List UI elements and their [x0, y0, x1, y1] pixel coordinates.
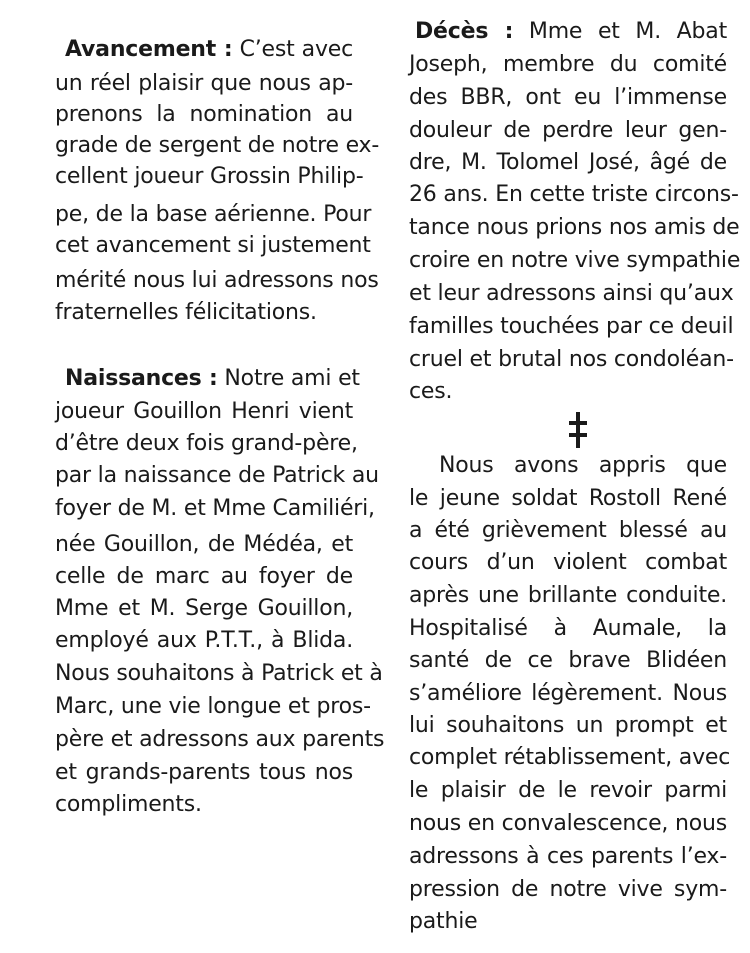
naissances-line: Marc, une vie longue et pros-	[55, 694, 371, 719]
deces-line: croire en notre vive sympathie	[409, 248, 741, 273]
soldat-line: le jeune soldat Rostoll René	[409, 486, 727, 511]
avancement-text: C’est avec	[239, 37, 353, 62]
avancement-line: un réel plaisir que nous ap-	[55, 71, 353, 96]
naissances-line: employé aux P.T.T., à Blida.	[55, 628, 353, 653]
avancement-first-line	[55, 35, 353, 65]
soldat-line: santé de ce brave Blidéen	[409, 648, 727, 673]
soldat-line: pression de notre vive sym-	[409, 877, 727, 902]
soldat-line: cours d’un violent combat	[409, 550, 727, 575]
avancement-line: grade de sergent de notre ex-	[55, 133, 380, 158]
naissances-line: Mme et M. Serge Gouillon,	[55, 596, 353, 621]
deces-line: 26 ans. En cette triste circons-	[409, 182, 739, 207]
double-cross-separator	[567, 412, 589, 448]
deces-heading: Décès :	[415, 19, 514, 44]
soldat-line: après une brillante conduite.	[409, 583, 727, 608]
soldat-line: lui souhaitons un prompt et	[409, 713, 727, 738]
naissances-line: compliments.	[55, 792, 202, 817]
deces-line: dre, M. Tolomel José, âgé de	[409, 150, 727, 175]
soldat-line: Hospitalisé à Aumale, la	[409, 616, 727, 641]
soldat-line: nous en convalescence, nous	[409, 811, 727, 836]
avancement-line: cet avancement si justement	[55, 233, 371, 258]
naissances-line: par la naissance de Patrick au	[55, 463, 379, 488]
naissances-line: père et adressons aux parents	[55, 727, 385, 752]
naissances-heading: Naissances :	[65, 366, 218, 391]
deces-text: Mme et M. Abat	[528, 19, 728, 44]
avancement-line: fraternelles félicitations.	[55, 300, 317, 325]
naissances-line: Nous souhaitons à Patrick et à	[55, 661, 383, 686]
naissances-first-line	[55, 364, 360, 394]
deces-line: tance nous prions nos amis de	[409, 215, 740, 240]
soldat-line: pathie	[409, 909, 478, 934]
soldat-line: adressons à ces parents l’ex-	[409, 844, 727, 869]
naissances-line: celle de marc au foyer de	[55, 564, 353, 589]
deces-line: cruel et brutal nos condoléan-	[409, 347, 734, 372]
deces-line: douleur de perdre leur gen-	[409, 118, 727, 143]
soldat-line: complet rétablissement, avec	[409, 745, 731, 770]
avancement-line: prenons la nomination au	[55, 102, 353, 127]
deces-line: familles touchées par ce deuil	[409, 314, 734, 339]
soldat-line: a été grièvement blessé au	[409, 518, 727, 543]
avancement-line: mérité nous lui adressons nos	[55, 268, 379, 293]
deces-line: des BBR, ont eu l’immense	[409, 85, 727, 110]
double-cross-icon	[567, 412, 589, 448]
deces-line: et leur adressons ainsi qu’aux	[409, 281, 734, 306]
soldat-line: Nous avons appris que	[439, 453, 727, 478]
naissances-text: Notre ami et	[224, 366, 360, 391]
naissances-line: et grands-parents tous nos	[55, 760, 353, 785]
deces-first-line	[409, 17, 727, 47]
soldat-line: s’améliore légèrement. Nous	[409, 681, 727, 706]
naissances-line: joueur Gouillon Henri vient	[55, 399, 353, 424]
deces-line: Joseph, membre du comité	[409, 52, 727, 77]
naissances-line: d’être deux fois grand-père,	[55, 431, 358, 456]
avancement-heading: Avancement :	[65, 37, 233, 62]
avancement-line: cellent joueur Grossin Philip-	[55, 164, 364, 189]
deces-line: ces.	[409, 379, 453, 404]
avancement-line: pe, de la base aérienne. Pour	[55, 202, 372, 227]
naissances-line: foyer de M. et Mme Camiliéri,	[55, 496, 375, 521]
naissances-line: née Gouillon, de Médéa, et	[55, 532, 353, 557]
soldat-line: le plaisir de le revoir parmi	[409, 778, 727, 803]
